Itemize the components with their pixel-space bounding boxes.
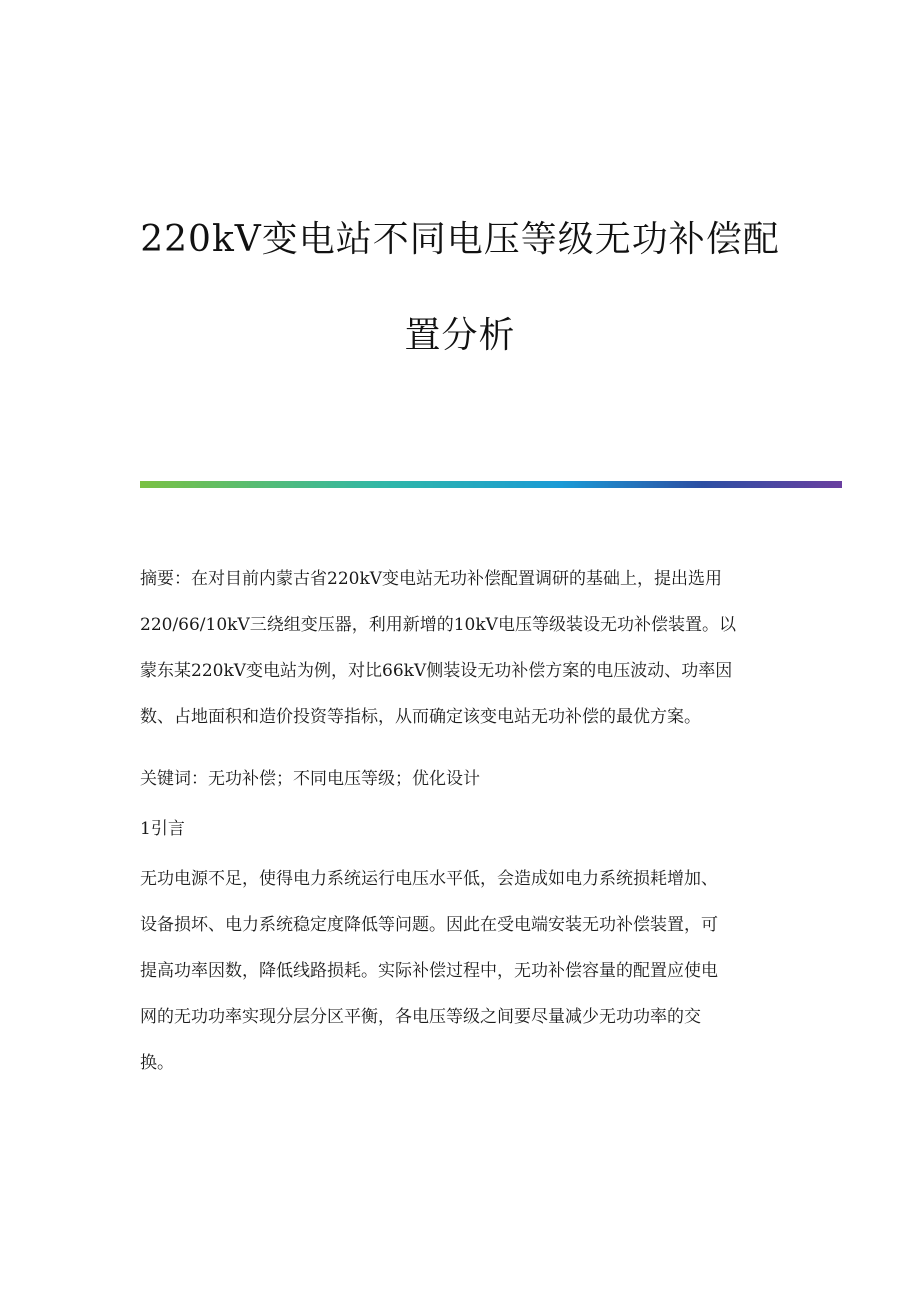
intro-line: 无功电源不足，使得电力系统运行电压水平低，会造成如电力系统损耗增加、 xyxy=(140,869,718,889)
intro-paragraph xyxy=(140,856,780,1086)
section-heading: 1引言 xyxy=(140,819,185,839)
intro-line: 换。 xyxy=(140,1053,174,1073)
intro-line: 网的无功功率实现分层分区平衡，各电压等级之间要尽量减少无功功率的交 xyxy=(140,1007,701,1027)
document-title-line-2: 置分析 xyxy=(404,315,516,356)
gradient-divider xyxy=(140,481,842,488)
document-title-line-1: 220kV变电站不同电压等级无功补偿配 xyxy=(140,219,780,260)
abstract-line: 蒙东某220kV变电站为例，对比66kV侧装设无功补偿方案的电压波动、功率因 xyxy=(140,661,733,681)
abstract-line: 摘要：在对目前内蒙古省220kV变电站无功补偿配置调研的基础上，提出选用 xyxy=(140,569,723,589)
abstract-line: 220/66/10kV三绕组变压器，利用新增的10kV电压等级装设无功补偿装置。以 xyxy=(140,615,736,635)
intro-line: 提高功率因数，降低线路损耗。实际补偿过程中，无功补偿容量的配置应使电 xyxy=(140,961,718,981)
intro-line: 设备损坏、电力系统稳定度降低等问题。因此在受电端安装无功补偿装置，可 xyxy=(140,915,718,935)
abstract-paragraph xyxy=(140,556,780,740)
abstract-line: 数、占地面积和造价投资等指标，从而确定该变电站无功补偿的最优方案。 xyxy=(140,707,701,727)
keywords-line: 关键词：无功补偿；不同电压等级；优化设计 xyxy=(140,769,480,789)
